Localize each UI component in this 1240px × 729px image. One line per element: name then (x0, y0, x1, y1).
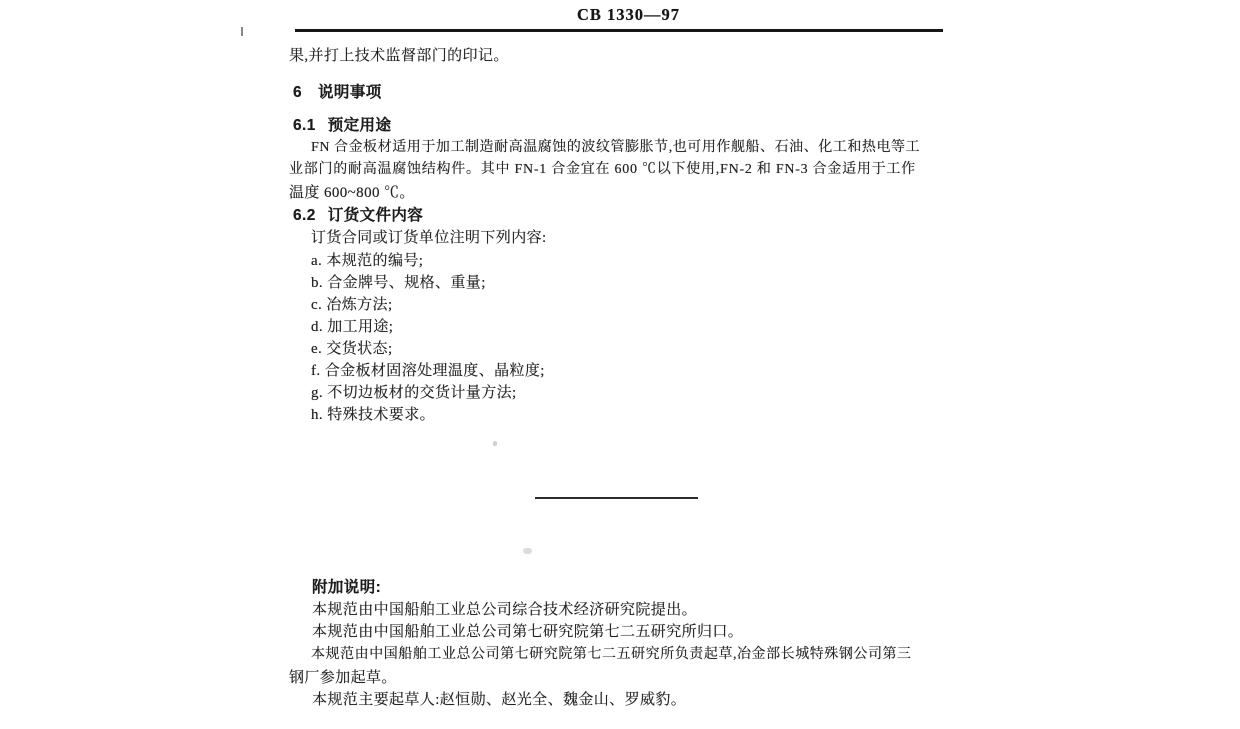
appendix-line: 钢厂参加起草。 (289, 670, 397, 686)
list-item-f: f. 合金板材固溶处理温度、晶粒度; (311, 363, 545, 379)
list-item-a: a. 本规范的编号; (311, 253, 424, 269)
body-line-intro: 果,并打上技术监督部门的印记。 (289, 48, 509, 64)
list-item-b: b. 合金牌号、规格、重量; (311, 275, 486, 291)
scan-artifact (241, 27, 243, 36)
body-line: 温度 600~800 ℃。 (289, 185, 415, 201)
appendix-heading: 附加说明: (312, 579, 382, 596)
body-line: FN 合金板材适用于加工制造耐高温腐蚀的波纹管膨胀节,也可用作舰船、石油、化工和热电等工 (311, 140, 921, 155)
appendix-line: 本规范由中国船舶工业总公司第七研究院第七二五研究所负责起草,冶金部长城特殊钢公司第三 (311, 647, 912, 662)
body-line: 业部门的耐高温腐蚀结构件。其中 FN-1 合金宜在 600 ℃以下使用,FN-2 和 FN-3 合金适用于工作 (289, 162, 916, 177)
standard-code: CB 1330—97 (577, 5, 681, 24)
appendix-line: 本规范由中国船舶工业总公司综合技术经济研究院提出。 (312, 602, 698, 618)
section-6-1-heading (293, 117, 391, 136)
separator-rule (535, 497, 698, 499)
list-item-e: e. 交货状态; (311, 341, 393, 357)
appendix-line: 本规范由中国船舶工业总公司第七研究院第七二五研究所归口。 (312, 624, 744, 640)
section-title: 订货文件内容 (327, 207, 424, 224)
list-item-h: h. 特殊技术要求。 (311, 407, 436, 423)
section-title: 预定用途 (327, 117, 392, 134)
list-item-c: c. 冶炼方法; (311, 297, 393, 313)
scan-artifact (523, 548, 532, 554)
header-rule (295, 29, 943, 32)
section-number: 6.1 (293, 117, 316, 134)
section-number: 6.2 (293, 207, 316, 224)
section-title: 说明事项 (318, 84, 382, 101)
list-item-d: d. 加工用途; (311, 319, 394, 335)
scan-artifact (493, 441, 497, 446)
section-number: 6 (293, 84, 303, 101)
body-line-lead: 订货合同或订货单位注明下列内容: (311, 230, 547, 246)
section-6-2-heading (293, 207, 423, 226)
appendix-line: 本规范主要起草人:赵恒勋、赵光全、魏金山、罗威豹。 (312, 692, 687, 708)
section-6-heading (293, 84, 382, 103)
list-item-g: g. 不切边板材的交货计量方法; (311, 385, 517, 401)
